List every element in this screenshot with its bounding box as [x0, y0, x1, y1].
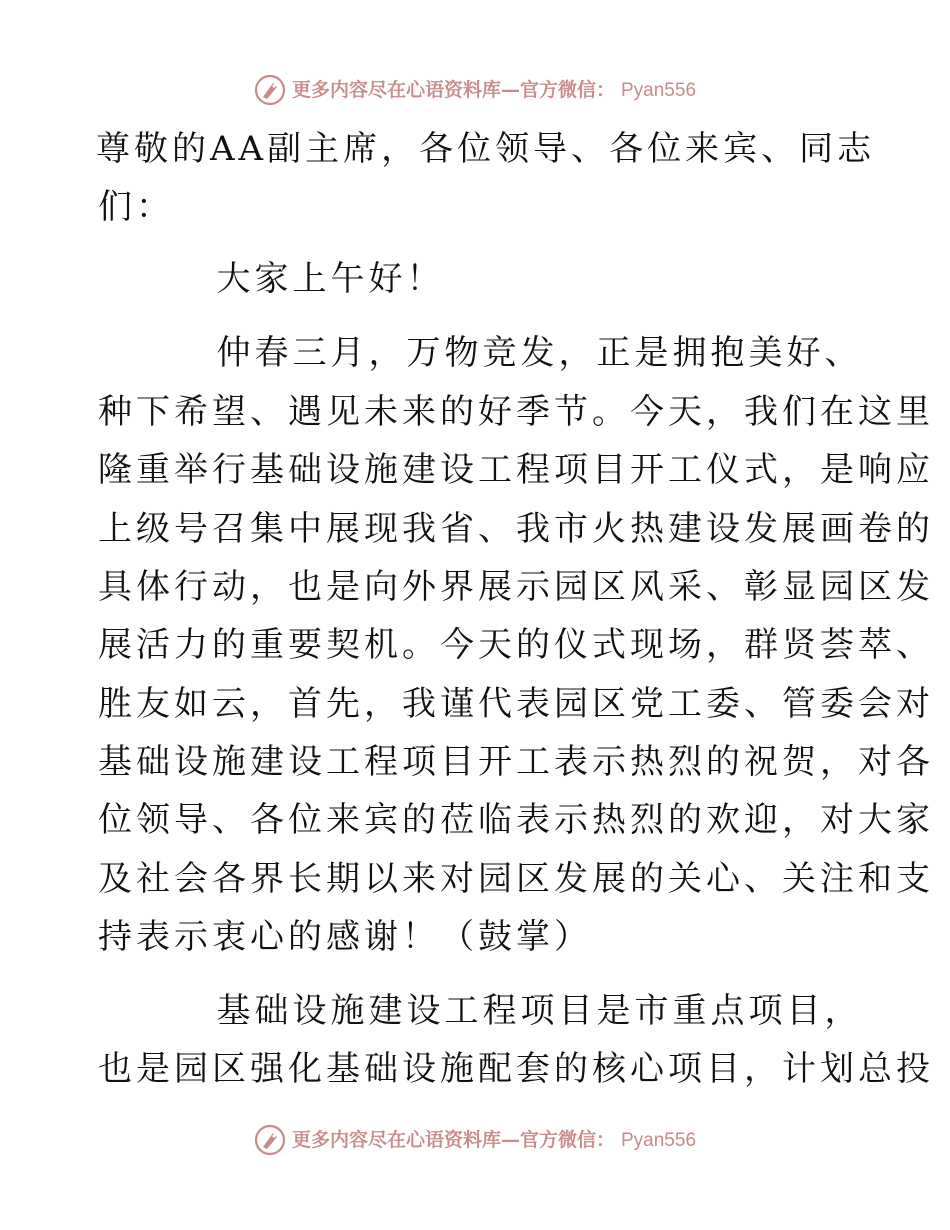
doc-line: 展活力的重要契机。今天的仪式现场，群贤荟萃、	[98, 625, 934, 665]
doc-line: 位领导、各位来宾的莅临表示热烈的欢迎，对大家	[98, 800, 934, 840]
doc-line: 具体行动，也是向外界展示园区风采、彰显园区发	[98, 567, 934, 607]
watermark-text: 更多内容尽在心语资料库—官方微信：	[291, 1128, 615, 1151]
watermark-wechat-id: Pyan556	[621, 1129, 697, 1151]
doc-line: 仲春三月，万物竞发，正是拥抱美好、	[98, 333, 863, 373]
doc-line: 也是园区强化基础设施配套的核心项目，计划总投	[98, 1049, 934, 1089]
doc-line: 种下希望、遇见未来的好季节。今天，我们在这里	[98, 392, 934, 432]
doc-line: 及社会各界长期以来对园区发展的关心、关注和支	[98, 859, 934, 899]
doc-line: 尊敬的AA副主席，各位领导、各位来宾、同志	[96, 129, 876, 169]
doc-line: 大家上午好！	[98, 259, 445, 299]
doc-line: 上级号召集中展现我省、我市火热建设发展画卷的	[98, 509, 934, 549]
doc-line: 胜友如云，首先，我谨代表园区党工委、管委会对	[98, 684, 934, 724]
watermark-wechat-id: Pyan556	[621, 79, 697, 101]
doc-line: 基础设施建设工程项目开工表示热烈的祝贺，对各	[98, 742, 934, 782]
doc-line: 们：	[98, 187, 174, 227]
watermark-text: 更多内容尽在心语资料库—官方微信：	[291, 78, 615, 101]
pen-nib-logo-icon	[254, 1124, 286, 1156]
watermark-header	[0, 74, 950, 106]
watermark-footer	[0, 1124, 950, 1156]
pen-nib-logo-icon	[254, 74, 286, 106]
doc-line: 持表示衷心的感谢！（鼓掌）	[98, 917, 592, 957]
doc-line: 基础设施建设工程项目是市重点项目，	[98, 991, 863, 1031]
doc-line: 隆重举行基础设施建设工程项目开工仪式，是响应	[98, 450, 934, 490]
